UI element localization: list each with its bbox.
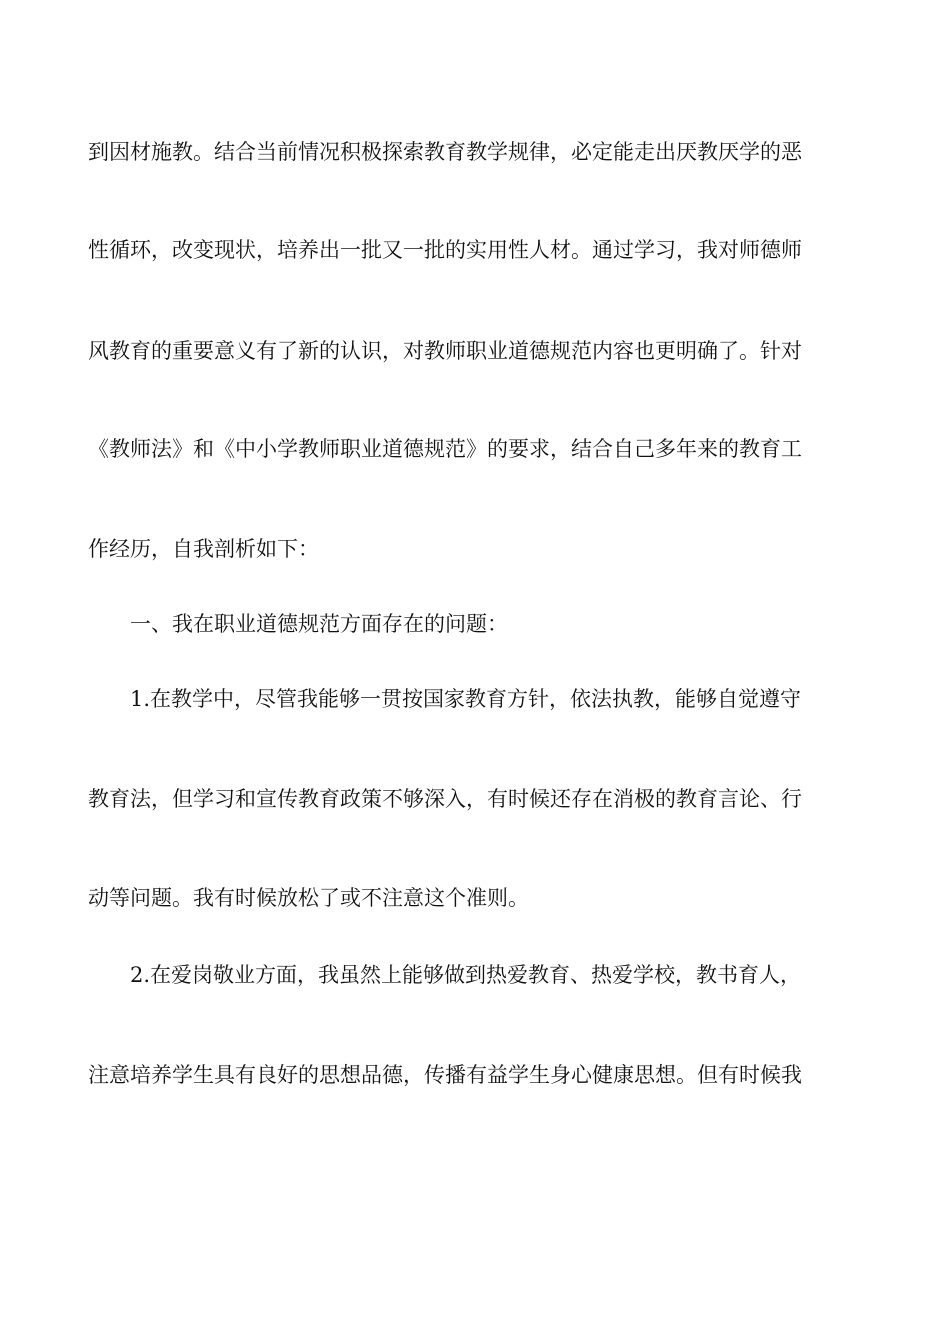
body-text-line: 风教育的重要意义有了新的认识，对教师职业道德规范内容也更明确了。针对 — [88, 339, 802, 363]
body-text-line: 作经历，自我剖析如下： — [88, 537, 319, 561]
body-text-line: 动等问题。我有时候放松了或不注意这个准则。 — [88, 886, 529, 910]
body-text-line: 注意培养学生具有良好的思想品德，传播有益学生身心健康思想。但有时候我 — [88, 1063, 802, 1087]
body-text-line: 性循环，改变现状，培养出一批又一批的实用性人材。通过学习，我对师德师 — [88, 238, 802, 262]
body-text-line: 《教师法》和《中小学教师职业道德规范》的要求，结合自己多年来的教育工 — [88, 437, 802, 461]
section-heading: 一、我在职业道德规范方面存在的问题： — [130, 612, 508, 636]
list-item-2-start: 2.在爱岗敬业方面，我虽然上能够做到热爱教育、热爱学校，教书育人， — [130, 963, 802, 987]
body-text-line: 教育法，但学习和宣传教育政策不够深入，有时候还存在消极的教育言论、行 — [88, 787, 802, 811]
body-text-line: 到因材施教。结合当前情况积极探索教育教学规律，必定能走出厌教厌学的恶 — [88, 140, 802, 164]
list-item-1-start: 1.在教学中，尽管我能够一贯按国家教育方针，依法执教，能够自觉遵守 — [130, 687, 802, 711]
